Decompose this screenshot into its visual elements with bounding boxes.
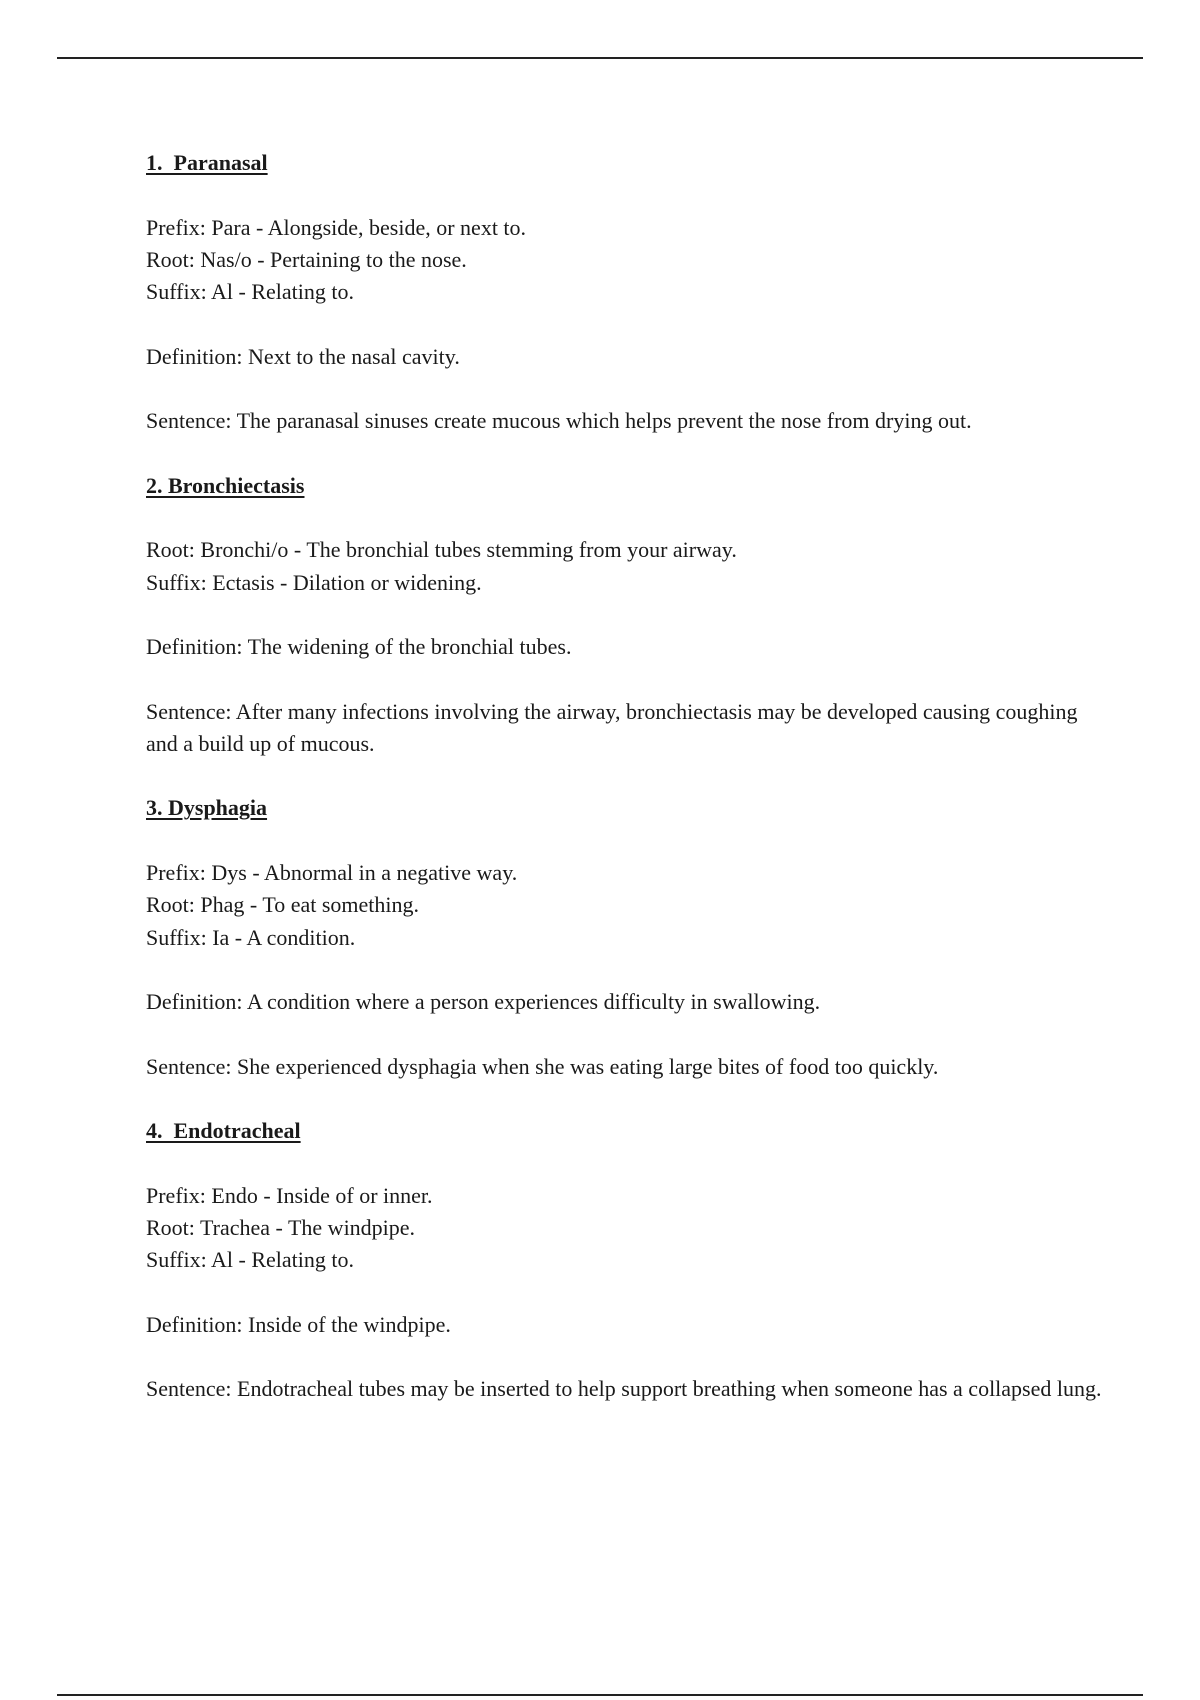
term-prefix: Prefix: Dys - Abnormal in a negative way.: [146, 859, 518, 885]
term-title: 3. Dysphagia: [146, 795, 268, 821]
term-sentence: Sentence: After many infections involving the airway, bronchiectasis may be developed causing coughing and a build up of mucous.: [146, 698, 1078, 757]
term-section: [146, 147, 1106, 438]
term-suffix: Suffix: Ia - A condition.: [146, 924, 356, 950]
term-section: [146, 792, 1106, 1083]
term-title: 1. Paranasal: [146, 150, 268, 175]
term-title: 2. Bronchiectasis: [146, 472, 305, 498]
term-root: Root: Bronchi/o - The bronchial tubes stemming from your airway.: [146, 537, 737, 563]
term-section: [146, 1115, 1106, 1406]
term-suffix: Suffix: Al - Relating to.: [146, 279, 354, 305]
term-prefix: Prefix: Para - Alongside, beside, or next to.: [146, 214, 527, 240]
term-definition: Definition: A condition where a person experiences difficulty in swallowing.: [146, 989, 821, 1015]
term-sentence: Sentence: She experienced dysphagia when she was eating large bites of food too quickly.: [146, 1053, 939, 1079]
document-body: [146, 147, 1106, 1438]
bottom-rule: [57, 1694, 1143, 1696]
term-suffix: Suffix: Ectasis - Dilation or widening.: [146, 569, 482, 595]
term-definition: Definition: The widening of the bronchial tubes.: [146, 634, 572, 660]
term-prefix: Prefix: Endo - Inside of or inner.: [146, 1182, 433, 1208]
term-suffix: Suffix: Al - Relating to.: [146, 1247, 354, 1273]
top-rule: [57, 57, 1143, 59]
term-sentence: Sentence: Endotracheal tubes may be inserted to help support breathing when someone has a collapsed lung.: [146, 1376, 1102, 1402]
term-root: Root: Nas/o - Pertaining to the nose.: [146, 246, 467, 272]
term-root: Root: Trachea - The windpipe.: [146, 1214, 416, 1240]
term-section: [146, 470, 1106, 761]
term-definition: Definition: Inside of the windpipe.: [146, 1311, 451, 1337]
term-title: 4. Endotracheal: [146, 1118, 301, 1144]
term-sentence: Sentence: The paranasal sinuses create mucous which helps prevent the nose from drying out.: [146, 408, 972, 434]
term-definition: Definition: Next to the nasal cavity.: [146, 343, 460, 369]
term-root: Root: Phag - To eat something.: [146, 892, 420, 918]
